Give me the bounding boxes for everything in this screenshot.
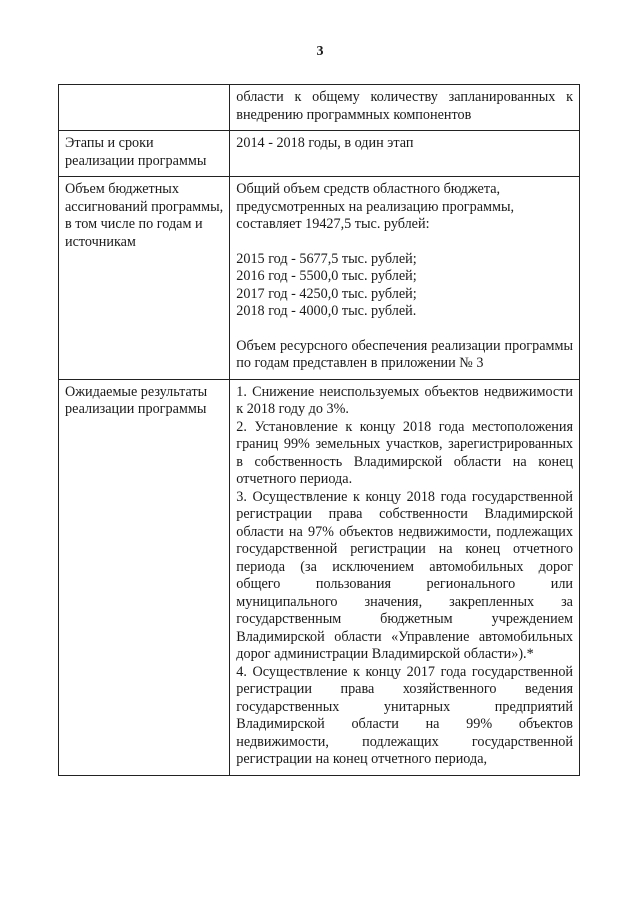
budget-note: Объем ресурсного обеспечения реализации программы по годам представлен в приложении № 3 [236,337,573,371]
row-label-results: Ожидаемые результаты реализации программы [59,379,230,775]
table-row [59,131,580,177]
table-row [59,379,580,775]
table-row [59,177,580,380]
result-item-3: 3. Осуществление к концу 2018 года государственной регистрации права собственности Владимирской области на 97% объектов недвижимости, подлежащих государственной регистрации на конец отчетного периода (за исключением автомобильных дорог общего пользования регионального или муниципального значения, закрепленных за государственным бюджетным учреждением Владимирской области «Управление автомобильных дорог администрации Владимирской области»).* [236,488,573,662]
row-label-budget: Объем бюджетных ассигнований программы, в том числе по годам и источникам [59,177,230,380]
row-content-budget [230,177,580,380]
page-number: 3 [316,44,324,59]
stages-text: 2014 - 2018 годы, в один этап [236,135,414,151]
table-row [59,85,580,131]
result-item-1: 1. Снижение неиспользуемых объектов недвижимости к 2018 году до 3%. [236,383,573,417]
result-item-4: 4. Осуществление к концу 2017 года государственной регистрации права хозяйственного ведения государственных унитарных предприятий Владимирской области на 99% объектов недвижимости, подлежащих государственной регистрации на конец отчетного периода, [236,663,573,767]
row-label [59,85,230,131]
row-content-results [230,379,580,775]
row-content [230,85,580,131]
continued-text: области к общему количеству запланированных к внедрению программных компонентов [236,89,573,123]
budget-year-2016: 2016 год - 5500,0 тыс. рублей; [236,268,417,284]
budget-intro: Общий объем средств областного бюджета, предусмотренных на реализацию программы, составляет 19427,5 тыс. рублей: [236,181,515,232]
row-content-stages [230,131,580,177]
row-label-stages: Этапы и сроки реализации программы [59,131,230,177]
budget-year-2015: 2015 год - 5677,5 тыс. рублей; [236,250,417,267]
result-item-2: 2. Установление к концу 2018 года местоположения границ 99% земельных участков, зарегистрированных в собственность Владимирской области на конец отчетного периода. [236,418,573,487]
budget-year-2018: 2018 год - 4000,0 тыс. рублей. [236,303,417,319]
program-passport-table [58,84,580,776]
budget-year-2017: 2017 год - 4250,0 тыс. рублей; [236,285,417,302]
